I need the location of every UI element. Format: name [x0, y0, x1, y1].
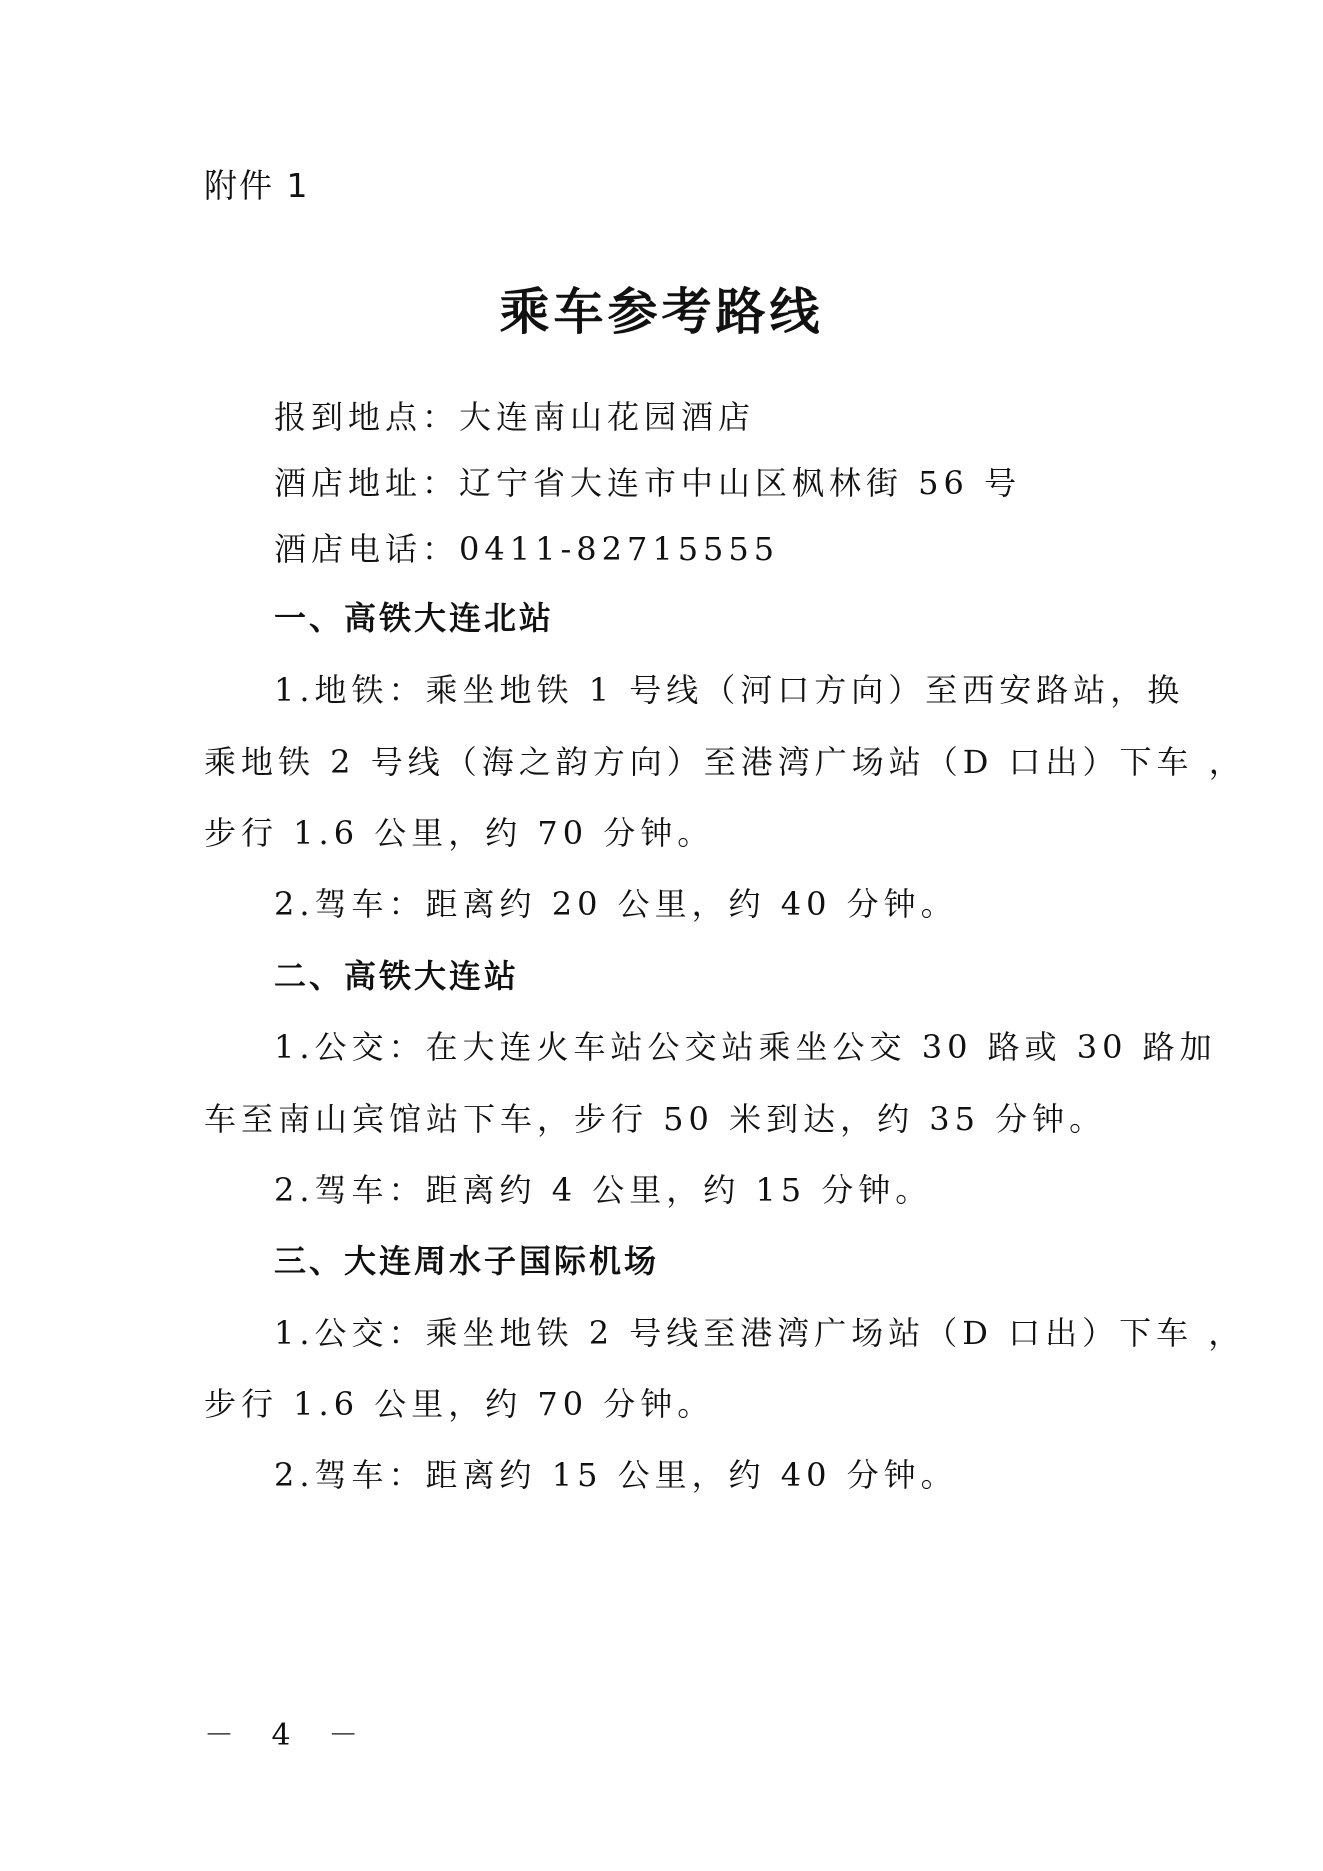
- section3-line2: 步行 1.6 公里，约 70 分钟。: [204, 1385, 715, 1423]
- section3-line3: 2.驾车：距离约 15 公里，约 40 分钟。: [274, 1456, 958, 1494]
- section2-line2: 车至南山宾馆站下车，步行 50 米到达，约 35 分钟。: [204, 1100, 1107, 1138]
- page-number: － 4 －: [204, 1718, 373, 1753]
- section-heading-airport: 三、大连周水子国际机场: [274, 1242, 660, 1280]
- section1-line1: 1.地铁：乘坐地铁 1 号线（河口方向）至西安路站，换: [274, 671, 1185, 709]
- hotel-address-line: 酒店地址：辽宁省大连市中山区枫林街 56 号: [274, 464, 1022, 502]
- section1-line3: 步行 1.6 公里，约 70 分钟。: [204, 814, 715, 852]
- hotel-phone-line: 酒店电话：0411-82715555: [274, 530, 780, 568]
- section3-line1: 1.公交：乘坐地铁 2 号线至港湾广场站（D 口出）下车 ，: [274, 1314, 1246, 1352]
- section1-line4: 2.驾车：距离约 20 公里，约 40 分钟。: [274, 885, 958, 923]
- section2-line3: 2.驾车：距离约 4 公里，约 15 分钟。: [274, 1171, 933, 1209]
- attachment-label: 附件 1: [204, 166, 310, 205]
- document-title: 乘车参考路线: [499, 283, 824, 341]
- section-heading-dalian-station: 二、高铁大连站: [274, 957, 520, 995]
- section-heading-dalian-north: 一、高铁大连北站: [274, 599, 555, 637]
- section1-line2: 乘地铁 2 号线（海之韵方向）至港湾广场站（D 口出）下车 ，: [204, 743, 1246, 781]
- report-location-line: 报到地点：大连南山花园酒店: [274, 398, 756, 436]
- section2-line1: 1.公交：在大连火车站公交站乘坐公交 30 路或 30 路加: [274, 1028, 1217, 1066]
